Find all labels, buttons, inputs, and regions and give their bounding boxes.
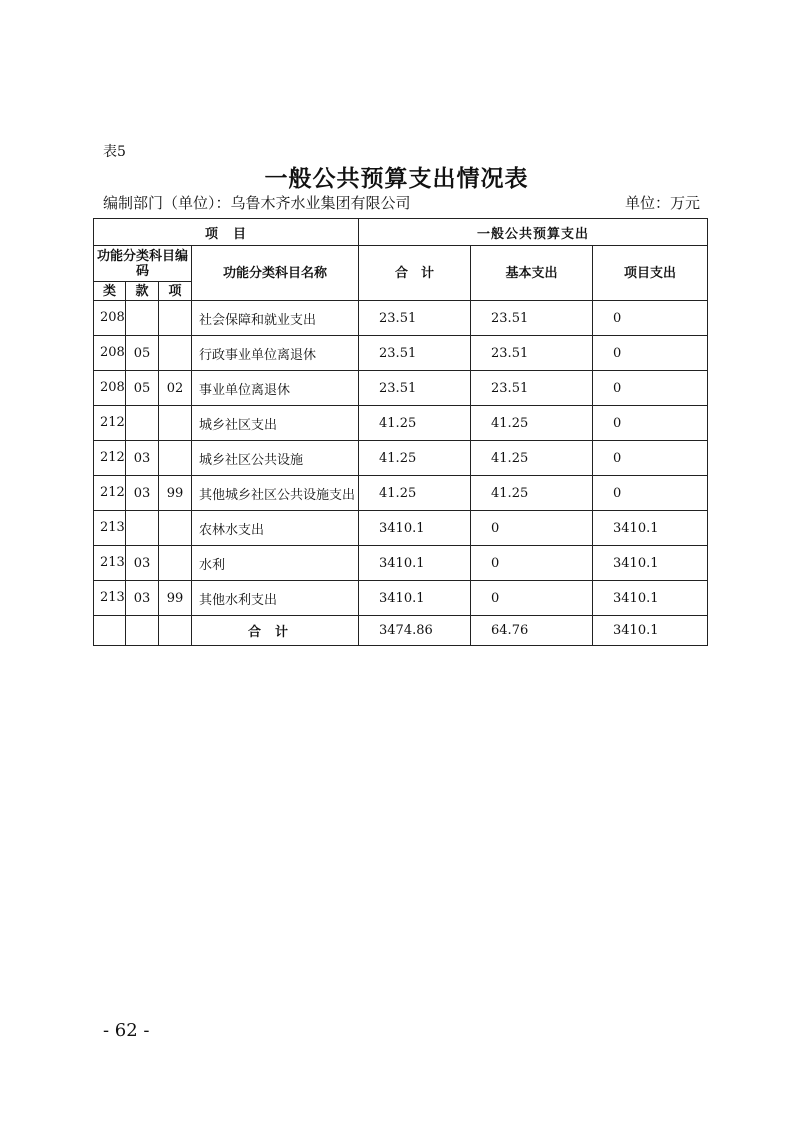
page-title: 一般公共预算支出情况表 [264, 165, 529, 192]
cell-class: 213 [94, 511, 126, 546]
cell-name: 水利 [192, 546, 359, 581]
cell-name: 城乡社区公共设施 [192, 441, 359, 476]
total-empty-cell [159, 616, 192, 646]
total-row [94, 616, 708, 646]
budget-table [93, 218, 708, 646]
cell-basic: 41.25 [471, 406, 593, 441]
cell-project: 0 [593, 476, 708, 511]
cell-item [159, 406, 192, 441]
cell-total: 3410.1 [359, 511, 471, 546]
cell-total: 23.51 [359, 301, 471, 336]
cell-section: 03 [126, 581, 159, 616]
cell-section: 05 [126, 371, 159, 406]
cell-item [159, 511, 192, 546]
header-row-2 [94, 246, 708, 282]
total-total: 3474.86 [359, 616, 471, 646]
cell-project: 0 [593, 371, 708, 406]
table-row [94, 406, 708, 441]
cell-basic: 23.51 [471, 371, 593, 406]
cell-class: 213 [94, 546, 126, 581]
header-total: 合 计 [359, 246, 471, 301]
total-basic: 64.76 [471, 616, 593, 646]
cell-project: 3410.1 [593, 581, 708, 616]
header-section: 款 [126, 282, 159, 301]
cell-item [159, 301, 192, 336]
cell-item [159, 546, 192, 581]
currency-unit: 单位：万元 [624, 194, 700, 212]
header-name: 功能分类科目名称 [192, 246, 359, 301]
header-project: 项 目 [94, 219, 359, 246]
page-number: - 62 - [103, 1020, 150, 1041]
cell-total: 3410.1 [359, 546, 471, 581]
cell-item [159, 441, 192, 476]
cell-basic: 0 [471, 581, 593, 616]
table-row [94, 336, 708, 371]
cell-class: 213 [94, 581, 126, 616]
cell-class: 208 [94, 301, 126, 336]
cell-item: 02 [159, 371, 192, 406]
cell-section: 05 [126, 336, 159, 371]
cell-total: 41.25 [359, 406, 471, 441]
header-row-1 [94, 219, 708, 246]
cell-class: 212 [94, 441, 126, 476]
cell-basic: 23.51 [471, 336, 593, 371]
cell-project: 0 [593, 301, 708, 336]
header-code-group: 功能分类科目编码 [94, 246, 192, 282]
cell-name: 其他城乡社区公共设施支出 [192, 476, 359, 511]
cell-class: 212 [94, 476, 126, 511]
compiling-unit: 编制部门（单位）：乌鲁木齐水业集团有限公司 [103, 194, 411, 212]
cell-item: 99 [159, 476, 192, 511]
cell-class: 212 [94, 406, 126, 441]
cell-total: 41.25 [359, 441, 471, 476]
cell-project: 0 [593, 441, 708, 476]
total-project: 3410.1 [593, 616, 708, 646]
header-class: 类 [94, 282, 126, 301]
cell-item [159, 336, 192, 371]
header-project-exp: 项目支出 [593, 246, 708, 301]
header-expenditure: 一般公共预算支出 [359, 219, 708, 246]
cell-section [126, 406, 159, 441]
cell-basic: 41.25 [471, 441, 593, 476]
table-row [94, 511, 708, 546]
cell-name: 农林水支出 [192, 511, 359, 546]
cell-total: 3410.1 [359, 581, 471, 616]
cell-name: 其他水利支出 [192, 581, 359, 616]
table-tag: 表5 [103, 144, 126, 160]
cell-project: 0 [593, 406, 708, 441]
cell-name: 事业单位离退休 [192, 371, 359, 406]
cell-total: 41.25 [359, 476, 471, 511]
cell-class: 208 [94, 336, 126, 371]
cell-section: 03 [126, 441, 159, 476]
table-row [94, 371, 708, 406]
table-row [94, 441, 708, 476]
table-row [94, 546, 708, 581]
table-row [94, 581, 708, 616]
table-row [94, 476, 708, 511]
cell-project: 0 [593, 336, 708, 371]
header-basic: 基本支出 [471, 246, 593, 301]
cell-section [126, 301, 159, 336]
cell-basic: 0 [471, 511, 593, 546]
cell-item: 99 [159, 581, 192, 616]
cell-section: 03 [126, 546, 159, 581]
cell-section: 03 [126, 476, 159, 511]
cell-name: 城乡社区支出 [192, 406, 359, 441]
cell-project: 3410.1 [593, 546, 708, 581]
header-item: 项 [159, 282, 192, 301]
cell-basic: 0 [471, 546, 593, 581]
total-label: 合计 [192, 616, 359, 646]
total-empty-cell [126, 616, 159, 646]
table-row [94, 301, 708, 336]
cell-total: 23.51 [359, 371, 471, 406]
cell-project: 3410.1 [593, 511, 708, 546]
cell-name: 行政事业单位离退休 [192, 336, 359, 371]
cell-name: 社会保障和就业支出 [192, 301, 359, 336]
cell-class: 208 [94, 371, 126, 406]
cell-basic: 23.51 [471, 301, 593, 336]
cell-total: 23.51 [359, 336, 471, 371]
cell-basic: 41.25 [471, 476, 593, 511]
total-empty-cell [94, 616, 126, 646]
cell-section [126, 511, 159, 546]
